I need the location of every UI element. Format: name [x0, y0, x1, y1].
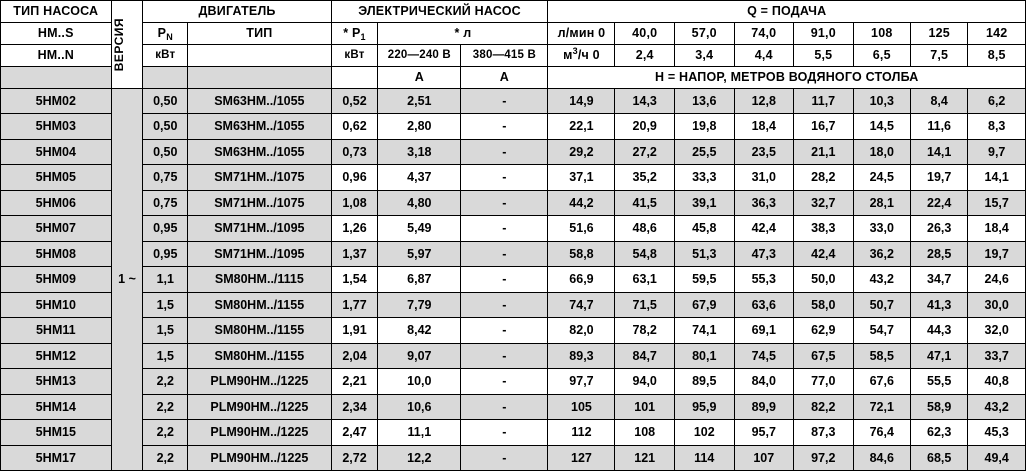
header-pump-type-line2: HM..S: [1, 22, 112, 44]
cell-pump: 5HM15: [1, 420, 112, 446]
cell-p1: 1,37: [331, 241, 378, 267]
cell-head-3: 84,0: [734, 369, 794, 395]
cell-head-1: 84,7: [615, 343, 675, 369]
header-motor-pn-label: P: [157, 26, 167, 41]
cell-head-2: 67,9: [674, 292, 734, 318]
cell-head-5: 76,4: [853, 420, 910, 446]
cell-a220: 12,2: [378, 445, 461, 471]
cell-pn: 2,2: [143, 420, 188, 446]
header-p1-sub: 1: [360, 32, 366, 43]
header-star-l: * л: [378, 22, 548, 44]
header-flow-lpm-5: 125: [910, 22, 967, 44]
table-row: [1, 190, 1026, 216]
cell-head-4: 87,3: [794, 420, 854, 446]
cell-head-6: 41,3: [910, 292, 967, 318]
table-row: [1, 369, 1026, 395]
cell-head-4: 77,0: [794, 369, 854, 395]
cell-head-2: 39,1: [674, 190, 734, 216]
cell-pn: 1,5: [143, 318, 188, 344]
cell-head-3: 12,8: [734, 88, 794, 114]
cell-p1: 1,54: [331, 267, 378, 293]
cell-head-1: 48,6: [615, 216, 675, 242]
cell-head-3: 63,6: [734, 292, 794, 318]
cell-head-4: 97,2: [794, 445, 854, 471]
cell-p1: 2,34: [331, 394, 378, 420]
header-p1-unit: кВт: [331, 44, 378, 66]
cell-head-5: 14,5: [853, 114, 910, 140]
cell-pn: 0,75: [143, 165, 188, 191]
cell-head-7: 33,7: [968, 343, 1026, 369]
cell-a220: 5,49: [378, 216, 461, 242]
cell-head-6: 58,9: [910, 394, 967, 420]
header-flow-m3h-5: 7,5: [910, 44, 967, 66]
cell-head-0: 29,2: [548, 139, 615, 165]
cell-head-6: 47,1: [910, 343, 967, 369]
header-motor-type-spacer: [188, 44, 332, 66]
cell-p1: 2,72: [331, 445, 378, 471]
cell-pump: 5HM02: [1, 88, 112, 114]
header-flow-lpm-3: 91,0: [794, 22, 854, 44]
cell-pn: 0,95: [143, 216, 188, 242]
header-head-label: H = НАПОР, МЕТРОВ ВОДЯНОГО СТОЛБА: [548, 66, 1026, 88]
cell-pn: 0,50: [143, 114, 188, 140]
cell-head-1: 71,5: [615, 292, 675, 318]
cell-head-0: 97,7: [548, 369, 615, 395]
cell-head-1: 27,2: [615, 139, 675, 165]
cell-head-0: 44,2: [548, 190, 615, 216]
table-row: [1, 343, 1026, 369]
header-pump-type-title: ТИП НАСОСА: [1, 1, 112, 23]
cell-a380: -: [461, 343, 548, 369]
cell-p1: 1,26: [331, 216, 378, 242]
cell-pump: 5HM09: [1, 267, 112, 293]
cell-a220: 2,51: [378, 88, 461, 114]
header-row-1: [1, 1, 1026, 23]
cell-head-2: 89,5: [674, 369, 734, 395]
cell-motor-type: PLM90HM../1225: [188, 369, 332, 395]
header-flow-m3h-0: 2,4: [615, 44, 675, 66]
cell-pump: 5HM11: [1, 318, 112, 344]
cell-head-1: 54,8: [615, 241, 675, 267]
header-flow-title: Q = ПОДАЧА: [548, 1, 1026, 23]
cell-head-0: 82,0: [548, 318, 615, 344]
cell-head-2: 19,8: [674, 114, 734, 140]
cell-pump: 5HM14: [1, 394, 112, 420]
cell-head-5: 36,2: [853, 241, 910, 267]
cell-head-6: 19,7: [910, 165, 967, 191]
cell-head-4: 62,9: [794, 318, 854, 344]
header-flow-m3h-4: 6,5: [853, 44, 910, 66]
cell-p1: 1,77: [331, 292, 378, 318]
cell-motor-type: PLM90HM../1225: [188, 420, 332, 446]
cell-head-6: 55,5: [910, 369, 967, 395]
cell-head-2: 95,9: [674, 394, 734, 420]
cell-motor-type: SM80HM../1155: [188, 292, 332, 318]
cell-a380: -: [461, 165, 548, 191]
cell-head-0: 37,1: [548, 165, 615, 191]
table-row: [1, 394, 1026, 420]
cell-p1: 1,91: [331, 318, 378, 344]
header-pump-type-line3: HM..N: [1, 44, 112, 66]
header-flow-lpm-2: 74,0: [734, 22, 794, 44]
header-row-4: [1, 66, 1026, 88]
cell-pump: 5HM04: [1, 139, 112, 165]
header-motor-pn-sub: N: [166, 32, 173, 43]
header-flow-row2-label: [548, 44, 615, 66]
cell-head-1: 121: [615, 445, 675, 471]
cell-a220: 6,87: [378, 267, 461, 293]
cell-head-4: 38,3: [794, 216, 854, 242]
cell-head-4: 50,0: [794, 267, 854, 293]
cell-head-4: 82,2: [794, 394, 854, 420]
cell-head-7: 19,7: [968, 241, 1026, 267]
cell-head-1: 14,3: [615, 88, 675, 114]
cell-pn: 1,5: [143, 292, 188, 318]
cell-head-0: 66,9: [548, 267, 615, 293]
header-flow-m3h-2: 4,4: [734, 44, 794, 66]
cell-head-7: 40,8: [968, 369, 1026, 395]
cell-motor-type: PLM90HM../1225: [188, 445, 332, 471]
cell-a220: 10,0: [378, 369, 461, 395]
cell-head-4: 16,7: [794, 114, 854, 140]
header-flow-m3h-6: 8,5: [968, 44, 1026, 66]
cell-head-4: 28,2: [794, 165, 854, 191]
cell-head-6: 62,3: [910, 420, 967, 446]
cell-head-7: 15,7: [968, 190, 1026, 216]
cell-a380: -: [461, 420, 548, 446]
cell-pump: 5HM10: [1, 292, 112, 318]
cell-head-5: 58,5: [853, 343, 910, 369]
cell-a220: 9,07: [378, 343, 461, 369]
cell-a380: -: [461, 369, 548, 395]
cell-head-6: 44,3: [910, 318, 967, 344]
cell-pump: 5HM17: [1, 445, 112, 471]
cell-motor-type: SM80HM../1155: [188, 343, 332, 369]
cell-pn: 0,50: [143, 88, 188, 114]
cell-head-0: 112: [548, 420, 615, 446]
cell-head-7: 8,3: [968, 114, 1026, 140]
cell-head-7: 14,1: [968, 165, 1026, 191]
cell-pn: 0,95: [143, 241, 188, 267]
cell-pump: 5HM05: [1, 165, 112, 191]
cell-head-0: 22,1: [548, 114, 615, 140]
table-row: [1, 165, 1026, 191]
header-flow-row2-suffix: /ч 0: [577, 48, 600, 63]
cell-head-3: 74,5: [734, 343, 794, 369]
cell-head-0: 105: [548, 394, 615, 420]
table-row: [1, 292, 1026, 318]
cell-pump: 5HM08: [1, 241, 112, 267]
cell-head-0: 127: [548, 445, 615, 471]
header-motor-type-blank: [188, 66, 332, 88]
cell-head-5: 50,7: [853, 292, 910, 318]
cell-head-6: 28,5: [910, 241, 967, 267]
cell-a380: -: [461, 394, 548, 420]
cell-p1: 2,04: [331, 343, 378, 369]
header-flow-lpm-4: 108: [853, 22, 910, 44]
cell-head-3: 107: [734, 445, 794, 471]
cell-head-3: 55,3: [734, 267, 794, 293]
cell-p1: 2,21: [331, 369, 378, 395]
header-flow-row2-sup: 3: [572, 46, 578, 57]
cell-motor-type: SM71HM../1095: [188, 216, 332, 242]
header-motor-pn-unit: кВт: [143, 44, 188, 66]
header-row-3: [1, 44, 1026, 66]
cell-head-4: 11,7: [794, 88, 854, 114]
cell-head-1: 63,1: [615, 267, 675, 293]
header-p1: [331, 22, 378, 44]
cell-pn: 1,1: [143, 267, 188, 293]
cell-head-0: 74,7: [548, 292, 615, 318]
cell-p1: 0,52: [331, 88, 378, 114]
cell-head-1: 41,5: [615, 190, 675, 216]
cell-head-5: 54,7: [853, 318, 910, 344]
table-row: [1, 445, 1026, 471]
table-row: [1, 216, 1026, 242]
cell-head-7: 32,0: [968, 318, 1026, 344]
header-motor-title: ДВИГАТЕЛЬ: [143, 1, 331, 23]
cell-a220: 2,80: [378, 114, 461, 140]
cell-head-4: 32,7: [794, 190, 854, 216]
cell-head-1: 108: [615, 420, 675, 446]
header-flow-lpm-6: 142: [968, 22, 1026, 44]
cell-a380: -: [461, 88, 548, 114]
cell-a380: -: [461, 318, 548, 344]
cell-p1: 0,73: [331, 139, 378, 165]
cell-head-1: 94,0: [615, 369, 675, 395]
cell-a220: 4,80: [378, 190, 461, 216]
cell-head-3: 23,5: [734, 139, 794, 165]
cell-a220: 10,6: [378, 394, 461, 420]
cell-head-4: 42,4: [794, 241, 854, 267]
cell-head-1: 78,2: [615, 318, 675, 344]
header-electric-pump-title: ЭЛЕКТРИЧЕСКИЙ НАСОС: [331, 1, 548, 23]
cell-p1: 0,96: [331, 165, 378, 191]
cell-head-6: 22,4: [910, 190, 967, 216]
header-flow-row2-prefix: м: [563, 48, 573, 63]
cell-head-0: 51,6: [548, 216, 615, 242]
cell-head-2: 51,3: [674, 241, 734, 267]
cell-a220: 7,79: [378, 292, 461, 318]
cell-head-0: 89,3: [548, 343, 615, 369]
cell-head-4: 58,0: [794, 292, 854, 318]
cell-head-2: 45,8: [674, 216, 734, 242]
cell-head-4: 21,1: [794, 139, 854, 165]
cell-p1: 2,47: [331, 420, 378, 446]
cell-pump: 5HM03: [1, 114, 112, 140]
cell-head-6: 68,5: [910, 445, 967, 471]
cell-a380: -: [461, 445, 548, 471]
cell-a220: 11,1: [378, 420, 461, 446]
header-flow-row1-label: л/мин 0: [548, 22, 615, 44]
cell-motor-type: SM63HM../1055: [188, 139, 332, 165]
cell-head-5: 72,1: [853, 394, 910, 420]
cell-head-6: 11,6: [910, 114, 967, 140]
cell-head-3: 18,4: [734, 114, 794, 140]
cell-pump: 5HM07: [1, 216, 112, 242]
cell-pump: 5HM13: [1, 369, 112, 395]
header-flow-lpm-1: 57,0: [674, 22, 734, 44]
cell-motor-type: SM71HM../1075: [188, 190, 332, 216]
cell-head-6: 34,7: [910, 267, 967, 293]
cell-head-2: 102: [674, 420, 734, 446]
cell-pn: 0,50: [143, 139, 188, 165]
cell-motor-type: SM71HM../1075: [188, 165, 332, 191]
table-row: [1, 114, 1026, 140]
table-row: [1, 139, 1026, 165]
cell-head-2: 25,5: [674, 139, 734, 165]
header-flow-m3h-3: 5,5: [794, 44, 854, 66]
cell-motor-type: SM63HM../1055: [188, 114, 332, 140]
cell-a380: -: [461, 114, 548, 140]
cell-head-3: 42,4: [734, 216, 794, 242]
cell-motor-type: SM80HM../1115: [188, 267, 332, 293]
cell-pn: 2,2: [143, 394, 188, 420]
cell-a380: -: [461, 241, 548, 267]
cell-a380: -: [461, 216, 548, 242]
cell-head-5: 33,0: [853, 216, 910, 242]
cell-head-5: 10,3: [853, 88, 910, 114]
cell-head-7: 30,0: [968, 292, 1026, 318]
cell-head-3: 95,7: [734, 420, 794, 446]
cell-head-1: 35,2: [615, 165, 675, 191]
cell-head-0: 58,8: [548, 241, 615, 267]
cell-head-3: 47,3: [734, 241, 794, 267]
cell-motor-type: SM80HM../1155: [188, 318, 332, 344]
cell-p1: 1,08: [331, 190, 378, 216]
cell-head-7: 45,3: [968, 420, 1026, 446]
table-row: [1, 241, 1026, 267]
header-motor-pn-blank: [143, 66, 188, 88]
cell-head-7: 9,7: [968, 139, 1026, 165]
cell-head-2: 114: [674, 445, 734, 471]
cell-head-1: 101: [615, 394, 675, 420]
table-row: [1, 267, 1026, 293]
cell-a380: -: [461, 267, 548, 293]
cell-a380: -: [461, 190, 548, 216]
header-motor-pn: [143, 22, 188, 44]
cell-head-4: 67,5: [794, 343, 854, 369]
cell-version-value: 1 ~: [111, 88, 143, 471]
header-flow-m3h-1: 3,4: [674, 44, 734, 66]
header-unit-a-380: A: [461, 66, 548, 88]
cell-head-2: 59,5: [674, 267, 734, 293]
header-voltage-380: 380—415 В: [461, 44, 548, 66]
cell-motor-type: SM71HM../1095: [188, 241, 332, 267]
cell-motor-type: PLM90HM../1225: [188, 394, 332, 420]
header-flow-lpm-0: 40,0: [615, 22, 675, 44]
cell-head-5: 67,6: [853, 369, 910, 395]
cell-head-7: 49,4: [968, 445, 1026, 471]
table-row: [1, 420, 1026, 446]
cell-head-5: 28,1: [853, 190, 910, 216]
table-row: [1, 318, 1026, 344]
cell-a380: -: [461, 139, 548, 165]
cell-pn: 0,75: [143, 190, 188, 216]
header-row-2: [1, 22, 1026, 44]
cell-head-7: 6,2: [968, 88, 1026, 114]
cell-head-7: 18,4: [968, 216, 1026, 242]
cell-head-7: 43,2: [968, 394, 1026, 420]
header-version-label: ВЕРСИЯ: [111, 17, 126, 71]
cell-head-3: 89,9: [734, 394, 794, 420]
cell-head-5: 18,0: [853, 139, 910, 165]
cell-a220: 8,42: [378, 318, 461, 344]
cell-head-2: 74,1: [674, 318, 734, 344]
cell-a220: 3,18: [378, 139, 461, 165]
header-p1-label: * P: [343, 26, 361, 41]
header-motor-type: ТИП: [188, 22, 332, 44]
cell-pump: 5HM12: [1, 343, 112, 369]
cell-head-3: 69,1: [734, 318, 794, 344]
cell-motor-type: SM63HM../1055: [188, 88, 332, 114]
cell-head-5: 84,6: [853, 445, 910, 471]
cell-head-5: 43,2: [853, 267, 910, 293]
cell-head-6: 8,4: [910, 88, 967, 114]
cell-head-1: 20,9: [615, 114, 675, 140]
cell-a220: 4,37: [378, 165, 461, 191]
cell-head-5: 24,5: [853, 165, 910, 191]
cell-pump: 5HM06: [1, 190, 112, 216]
cell-head-3: 36,3: [734, 190, 794, 216]
header-pump-type-blank: [1, 66, 112, 88]
cell-pn: 2,2: [143, 445, 188, 471]
header-unit-a-220: A: [378, 66, 461, 88]
cell-a380: -: [461, 292, 548, 318]
cell-head-2: 33,3: [674, 165, 734, 191]
cell-head-7: 24,6: [968, 267, 1026, 293]
cell-head-2: 80,1: [674, 343, 734, 369]
header-voltage-220: 220—240 В: [378, 44, 461, 66]
cell-pn: 1,5: [143, 343, 188, 369]
cell-head-3: 31,0: [734, 165, 794, 191]
table-row: [1, 88, 1026, 114]
header-p1-blank: [331, 66, 378, 88]
header-version: [111, 1, 143, 89]
cell-head-0: 14,9: [548, 88, 615, 114]
cell-head-2: 13,6: [674, 88, 734, 114]
cell-a220: 5,97: [378, 241, 461, 267]
cell-pn: 2,2: [143, 369, 188, 395]
cell-head-6: 14,1: [910, 139, 967, 165]
cell-p1: 0,62: [331, 114, 378, 140]
cell-head-6: 26,3: [910, 216, 967, 242]
